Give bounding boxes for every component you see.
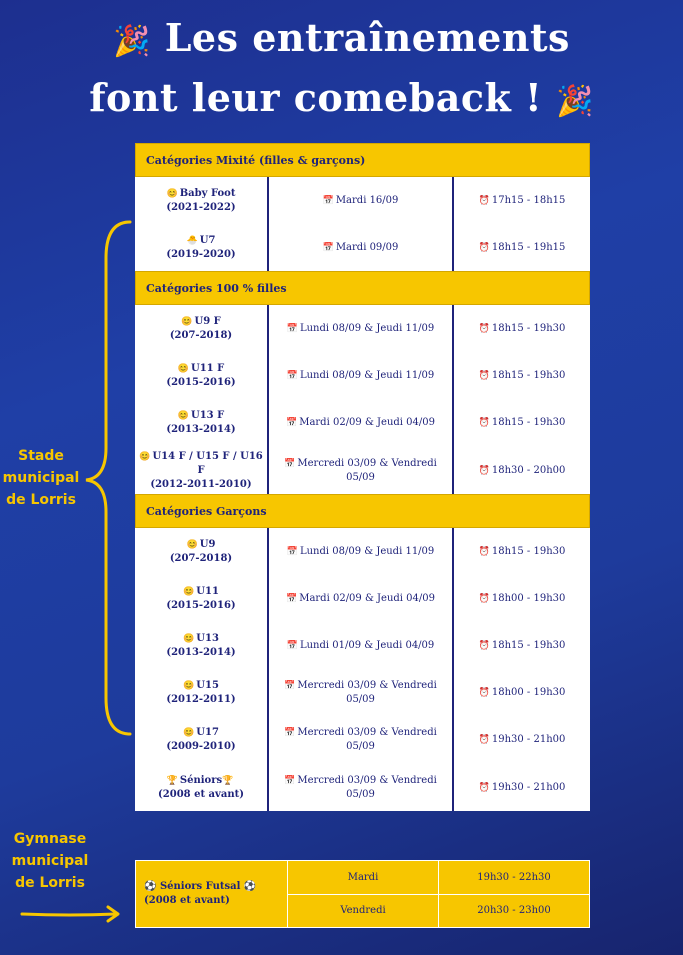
day-text: Mercredi 03/09 & Vendredi 05/09 [297, 680, 437, 706]
day-text: Mercredi 03/09 & Vendredi 05/09 [297, 457, 437, 483]
gymnase-label-line: Gymnase [13, 831, 87, 847]
stade-label-line: de Lorris [6, 492, 76, 508]
calendar-icon: 📅 [284, 728, 296, 739]
table-row [135, 717, 590, 764]
futsal-session-row [288, 861, 589, 894]
schedule-table [135, 143, 590, 811]
day-cell [269, 400, 454, 447]
category-cell [135, 575, 269, 622]
category-cell [135, 400, 269, 447]
day-cell [269, 177, 454, 224]
table-row [135, 575, 590, 622]
page-title-line-1 [0, 10, 683, 70]
category-name: U11 [196, 585, 219, 597]
time-cell [454, 224, 590, 271]
category-years: (2009-2010) [166, 741, 236, 753]
day-text: Mardi 09/09 [335, 241, 399, 253]
category-header: Catégories Garçons [135, 494, 590, 528]
gymnase-label-line: municipal [11, 853, 89, 869]
time-text: 18h15 - 19h30 [491, 322, 566, 334]
category-emoji-icon: 😊 [177, 411, 189, 422]
category-cell [135, 717, 269, 764]
category-cell [135, 177, 269, 224]
futsal-category [136, 861, 288, 927]
time-cell [454, 177, 590, 224]
category-name: U9 [199, 538, 216, 550]
calendar-icon: 📅 [284, 458, 296, 469]
day-text: Mercredi 03/09 & Vendredi 05/09 [297, 727, 437, 753]
futsal-table [135, 860, 590, 928]
category-years: (2012-2011) [166, 694, 236, 706]
table-row [135, 764, 590, 811]
curly-brace-icon [82, 218, 132, 738]
day-cell [269, 670, 454, 717]
party-popper-icon: 🎉 [555, 84, 594, 119]
alarm-clock-icon: ⏰ [478, 735, 490, 746]
alarm-clock-icon: ⏰ [478, 782, 490, 793]
time-cell [454, 575, 590, 622]
alarm-clock-icon: ⏰ [478, 371, 490, 382]
category-cell [135, 224, 269, 271]
time-cell [454, 623, 590, 670]
table-row [135, 177, 590, 224]
time-text: 18h15 - 19h30 [491, 417, 566, 429]
futsal-session-row [288, 894, 589, 928]
category-cell [135, 670, 269, 717]
time-text: 18h30 - 20h00 [491, 464, 566, 476]
category-cell [135, 353, 269, 400]
calendar-icon: 📅 [322, 242, 334, 253]
table-row [135, 305, 590, 352]
time-text: 18h00 - 19h30 [491, 687, 566, 699]
gymnase-label [0, 828, 100, 894]
category-cell [135, 764, 269, 811]
category-emoji-icon: 😊 [183, 728, 195, 739]
category-name: Baby Foot [179, 187, 236, 199]
category-name: U13 F [191, 410, 225, 422]
category-header: Catégories 100 % filles [135, 271, 590, 305]
time-cell [454, 528, 590, 575]
category-years: (2013-2014) [166, 424, 236, 436]
table-row [135, 528, 590, 575]
table-row [135, 670, 590, 717]
calendar-icon: 📅 [286, 371, 298, 382]
time-text: 17h15 - 18h15 [491, 194, 566, 206]
category-years: (2013-2014) [166, 647, 236, 659]
day-text: Lundi 08/09 & Jeudi 11/09 [299, 370, 435, 382]
category-emoji-icon: 😊 [139, 451, 151, 462]
category-emoji-icon: 😊 [183, 634, 195, 645]
category-emoji-icon: 🐣 [186, 235, 198, 246]
category-years: (2019-2020) [166, 248, 236, 260]
category-name: U15 [196, 680, 219, 692]
calendar-icon: 📅 [286, 641, 298, 652]
category-years: (207-2018) [169, 552, 233, 564]
trophy-icon: 🏆 [222, 775, 234, 786]
calendar-icon: 📅 [284, 681, 296, 692]
day-cell [269, 224, 454, 271]
gymnase-label-line: de Lorris [15, 875, 85, 891]
category-years: (2021-2022) [166, 201, 236, 213]
day-text: Mardi 02/09 & Jeudi 04/09 [299, 417, 436, 429]
alarm-clock-icon: ⏰ [478, 546, 490, 557]
time-cell [454, 353, 590, 400]
day-text: Lundi 01/09 & Jeudi 04/09 [299, 640, 435, 652]
table-row [135, 224, 590, 271]
calendar-icon: 📅 [284, 775, 296, 786]
calendar-icon: 📅 [286, 546, 298, 557]
time-cell [454, 670, 590, 717]
alarm-clock-icon: ⏰ [478, 688, 490, 699]
day-cell [269, 623, 454, 670]
futsal-time: 20h30 - 23h00 [477, 905, 551, 917]
arrow-right-icon [20, 904, 125, 924]
table-row [135, 623, 590, 670]
category-name: Séniors [179, 774, 223, 786]
futsal-name: Séniors Futsal [159, 881, 241, 892]
category-name: U11 F [191, 363, 225, 375]
calendar-icon: 📅 [286, 323, 298, 334]
category-name: U9 F [194, 315, 221, 327]
day-cell [269, 353, 454, 400]
day-cell [269, 305, 454, 352]
time-text: 18h15 - 19h30 [491, 640, 566, 652]
category-header: Catégories Mixité (filles & garçons) [135, 143, 590, 177]
category-years: (2015-2016) [166, 377, 236, 389]
calendar-icon: 📅 [322, 195, 334, 206]
soccer-ball-icon: ⚽ [243, 881, 257, 892]
party-popper-icon: 🎉 [113, 24, 151, 59]
day-text: Mardi 02/09 & Jeudi 04/09 [299, 592, 436, 604]
category-cell [135, 447, 269, 494]
time-text: 18h15 - 19h15 [491, 241, 566, 253]
day-cell [269, 575, 454, 622]
category-emoji-icon: 😊 [183, 586, 195, 597]
category-cell [135, 623, 269, 670]
table-row [135, 447, 590, 494]
category-name: U13 [196, 633, 219, 645]
category-years: (2015-2016) [166, 599, 236, 611]
category-emoji-icon: 😊 [186, 539, 198, 550]
category-emoji-icon: 😊 [181, 316, 193, 327]
alarm-clock-icon: ⏰ [478, 195, 490, 206]
category-emoji-icon: 😊 [177, 364, 189, 375]
stade-label [2, 445, 80, 511]
category-name: U14 F / U15 F / U16 F [152, 450, 263, 476]
category-emoji-icon: 😊 [183, 681, 195, 692]
day-text: Lundi 08/09 & Jeudi 11/09 [299, 322, 435, 334]
category-name: U17 [196, 727, 219, 739]
time-text: 19h30 - 21h00 [491, 734, 566, 746]
time-text: 19h30 - 21h00 [491, 781, 566, 793]
table-row [135, 353, 590, 400]
time-cell [454, 717, 590, 764]
alarm-clock-icon: ⏰ [478, 323, 490, 334]
page-title-line-2 [0, 70, 683, 130]
category-name: U7 [199, 234, 216, 246]
table-row [135, 400, 590, 447]
time-text: 18h15 - 19h30 [491, 545, 566, 557]
day-cell [269, 764, 454, 811]
futsal-years: (2008 et avant) [144, 895, 230, 906]
category-cell [135, 528, 269, 575]
day-text: Lundi 08/09 & Jeudi 11/09 [299, 545, 435, 557]
time-cell [454, 764, 590, 811]
category-years: (2008 et avant) [158, 788, 244, 800]
time-text: 18h00 - 19h30 [491, 592, 566, 604]
day-text: Mardi 16/09 [335, 194, 399, 206]
alarm-clock-icon: ⏰ [478, 242, 490, 253]
stade-label-line: Stade [18, 448, 64, 464]
title-text-2: font leur comeback ! [89, 75, 543, 120]
time-text: 18h15 - 19h30 [491, 370, 566, 382]
day-cell [269, 717, 454, 764]
futsal-day: Vendredi [288, 895, 439, 928]
calendar-icon: 📅 [285, 418, 298, 429]
category-cell [135, 305, 269, 352]
time-cell [454, 400, 590, 447]
title-text-1: Les entraînements [164, 15, 570, 60]
day-cell [269, 528, 454, 575]
category-emoji-icon: 😊 [166, 188, 178, 199]
calendar-icon: 📅 [285, 593, 298, 604]
time-cell [454, 447, 590, 494]
alarm-clock-icon: ⏰ [478, 641, 490, 652]
category-years: (2012-2011-2010) [150, 478, 252, 490]
category-years: (207-2018) [169, 329, 233, 341]
futsal-time: 19h30 - 22h30 [477, 871, 551, 883]
futsal-day: Mardi [288, 861, 439, 894]
time-cell [454, 305, 590, 352]
soccer-ball-icon: ⚽ [144, 881, 157, 892]
alarm-clock-icon: ⏰ [478, 593, 490, 604]
alarm-clock-icon: ⏰ [478, 418, 490, 429]
stade-label-line: municipal [2, 470, 80, 486]
day-cell [269, 447, 454, 494]
category-emoji-icon: 🏆 [166, 775, 178, 786]
alarm-clock-icon: ⏰ [478, 465, 490, 476]
day-text: Mercredi 03/09 & Vendredi 05/09 [297, 774, 437, 800]
